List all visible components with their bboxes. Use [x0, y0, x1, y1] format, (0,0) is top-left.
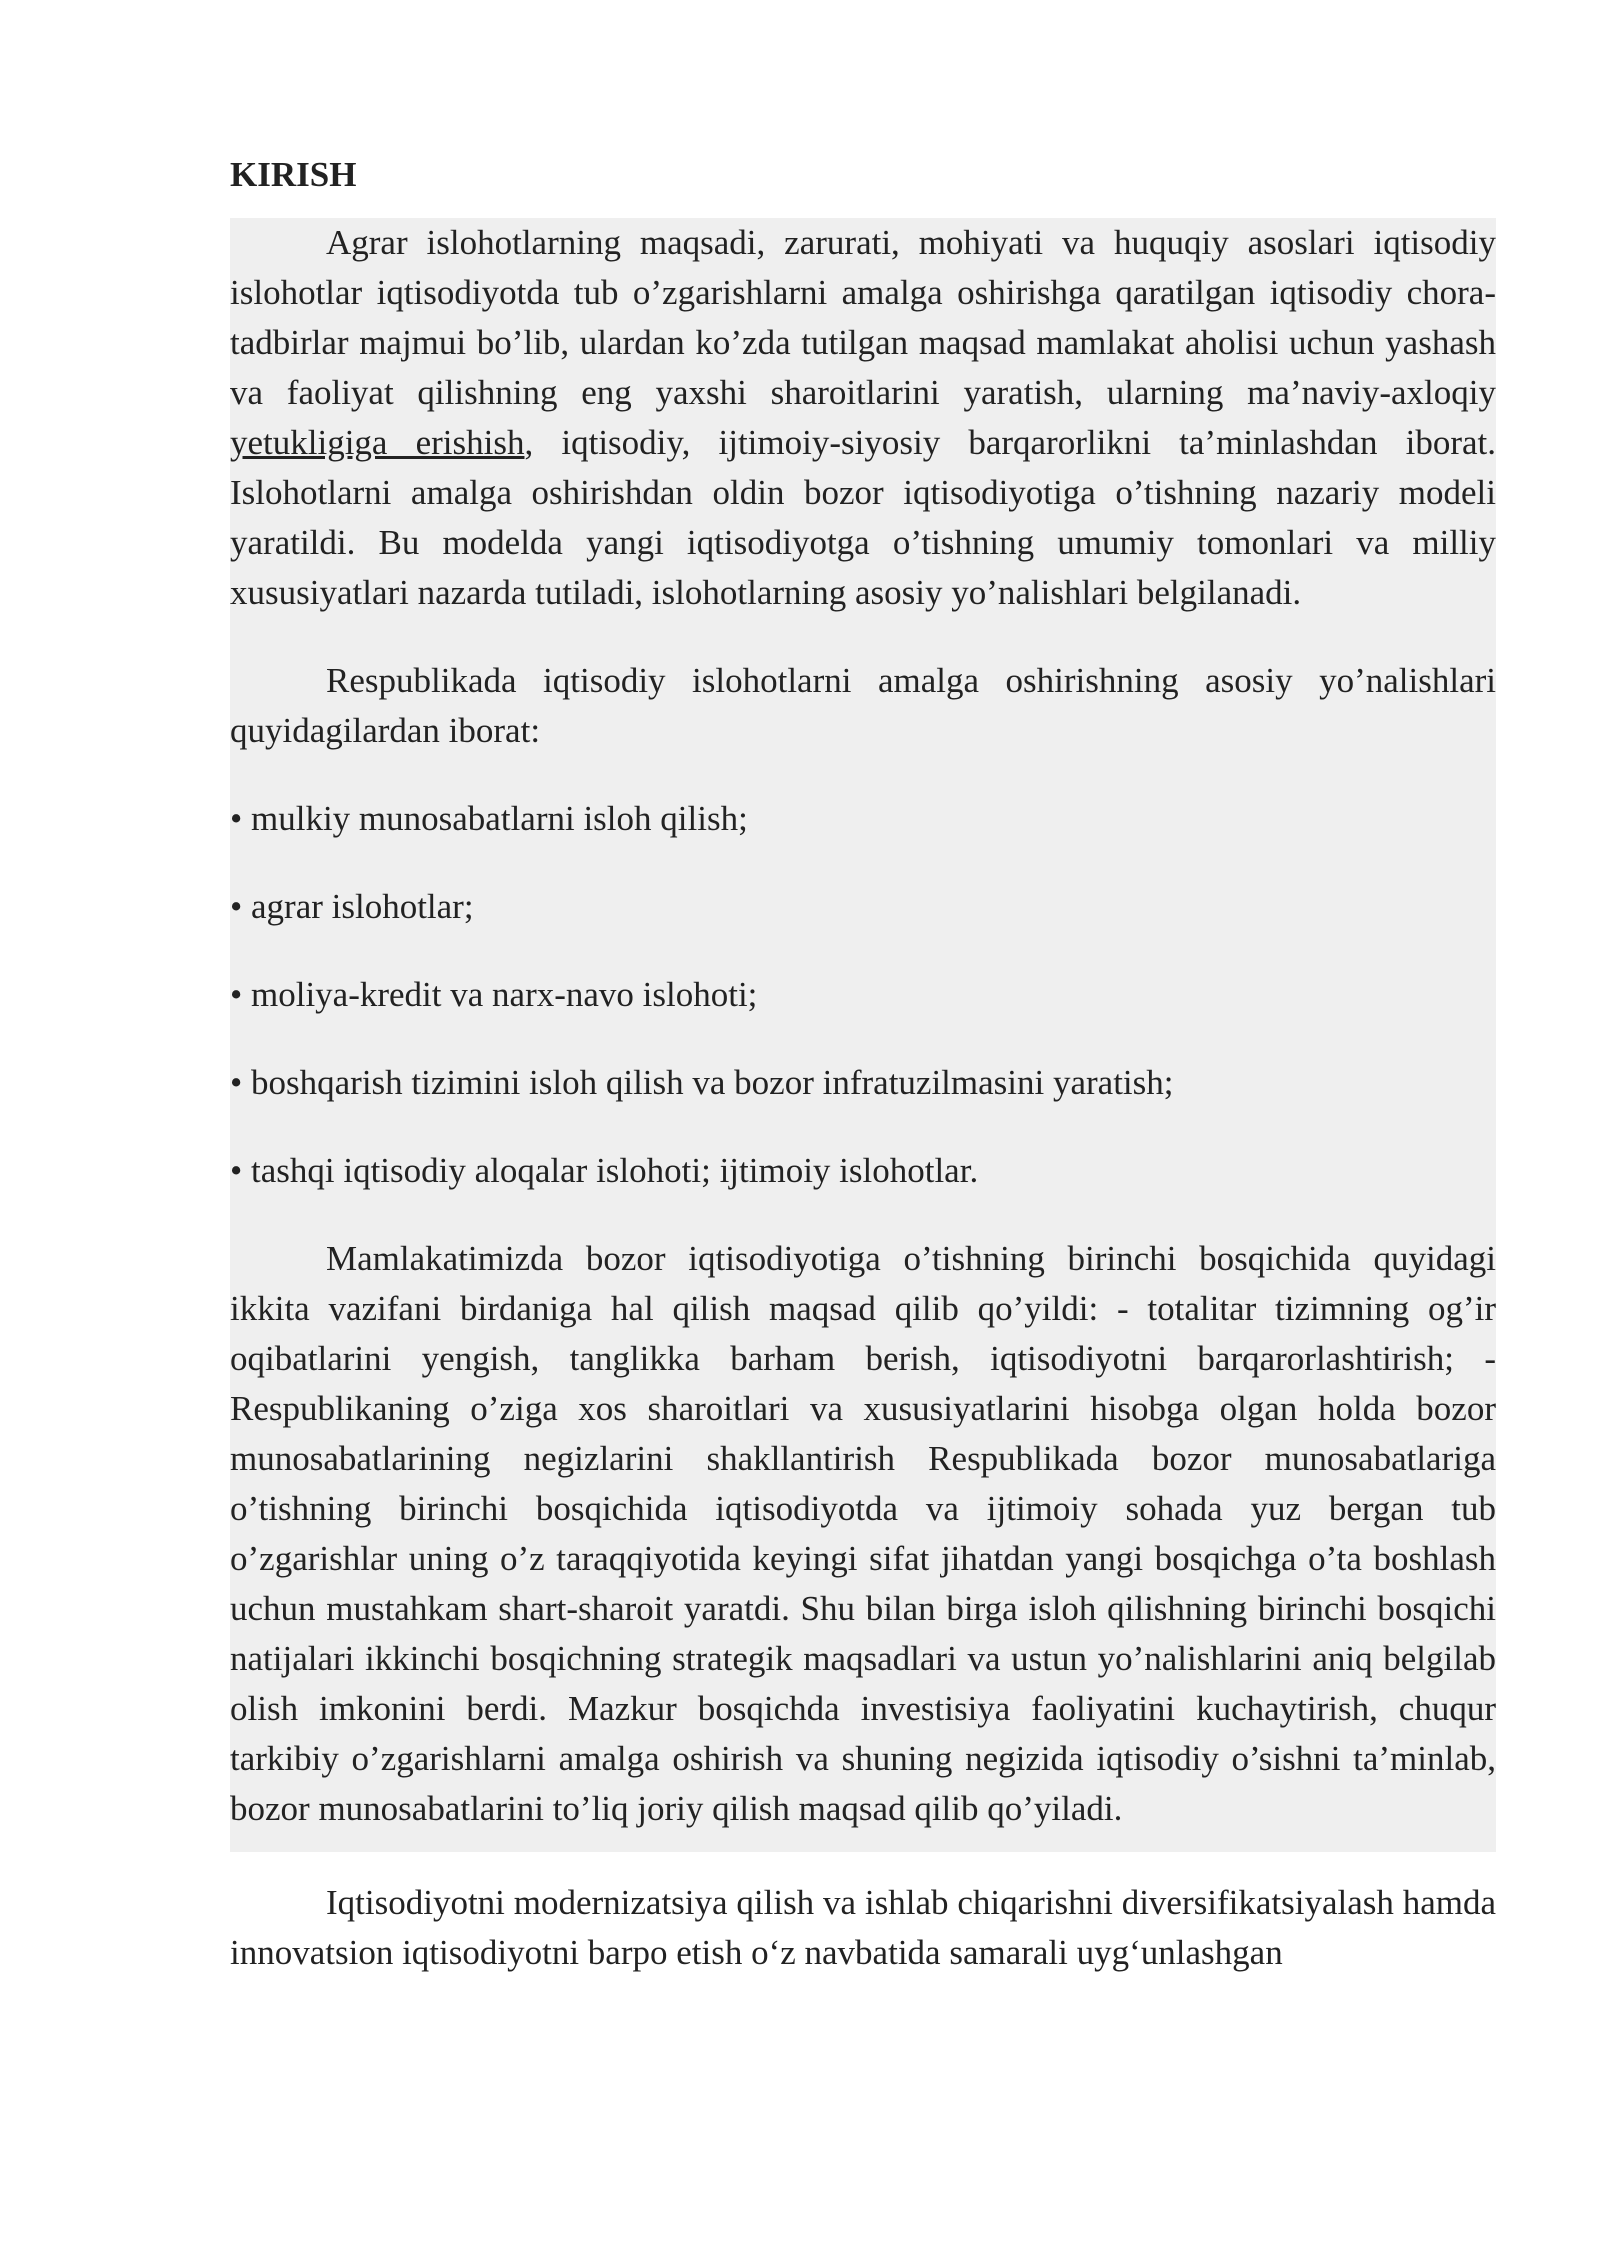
paragraph-intro-part1: Agrar islohotlarning maqsadi, zarurati, mohiyati va huquqiy asoslari iqtisodiy islohotlar iqtisodiyotda tub o’zgarishlarni amalga oshirishga qaratilgan iqtisodiy chora-tadbirlar majmui bo’lib, ulardan ko’zda tutilgan maqsad mamlakat aholisi uchun yashash va faoliyat qilishning eng yaxshi sharoitlarini yaratish, ularning ma’naviy-axloqiy	[230, 223, 1496, 412]
list-item: • agrar islohotlar;	[230, 887, 474, 926]
list-item: • boshqarish tizimini isloh qilish va bozor infratuzilmasini yaratish;	[230, 1063, 1174, 1102]
document-page	[230, 150, 1496, 1978]
paragraph-directions	[230, 656, 1496, 794]
section-heading: KIRISH	[230, 155, 357, 194]
paragraph-directions-text: Respublikada iqtisodiy islohotlarni amalga oshirishning asosiy yo’nalishlari quyidagilardan iborat:	[230, 661, 1496, 750]
list-item: • tashqi iqtisodiy aloqalar islohoti; ijtimoiy islohotlar.	[230, 1151, 979, 1190]
paragraph-modernization	[230, 1878, 1496, 1978]
list-item: • moliya-kredit va narx-navo islohoti;	[230, 975, 758, 1014]
paragraph-first-stage	[230, 1234, 1496, 1852]
paragraph-first-stage-text: Mamlakatimizda bozor iqtisodiyotiga o’tishning birinchi bosqichida quyidagi ikkita vazifani birdaniga hal qilish maqsad qilib qo’yildi: - totalitar tizimning og’ir oqibatlarini yengish, tanglikka barham berish, iqtisodiyotni barqarorlashtirish; - Respublikaning o’ziga xos sharoitlari va xususiyatlarini hisobga olgan holda bozor munosabatlarining negizlarini shakllantirish Respublikada bozor munosabatlariga o’tishning birinchi bosqichida iqtisodiyotda va ijtimoiy sohada yuz bergan tub o’zgarishlar uning o’z taraqqiyotida keyingi sifat jihatdan yangi bosqichga o’ta boshlash uchun mustahkam shart-sharoit yaratdi. Shu bilan birga isloh qilishning birinchi bosqichi natijalari ikkinchi bosqichning strategik maqsadlari va ustun yo’nalishlarini aniq belgilab olish imkonini berdi. Mazkur bosqichda investisiya faoliyatini kuchaytirish, chuqur tarkibiy o’zgarishlarni amalga oshirish va shuning negizida iqtisodiy o’sishni ta’minlab, bozor munosabatlarini to’liq joriy qilish maqsad qilib qo’yiladi.	[230, 1239, 1496, 1828]
paragraph-intro-text	[230, 218, 1496, 618]
underlined-phrase: yetukligiga erishish	[230, 423, 525, 462]
paragraph-intro-part2: , iqtisodiy, ijtimoiy-siyosiy barqarorlikni ta’minlashdan iborat. Islohotlarni amalga oshirishdan oldin bozor iqtisodiyotiga o’tishning nazariy modeli yaratildi. Bu modelda yangi iqtisodiyotga o’tishning umumiy tomonlari va milliy xususiyatlari nazarda tutiladi, islohotlarning asosiy yo’nalishlari belgilanadi.	[230, 423, 1496, 612]
paragraph-intro	[230, 218, 1496, 656]
shaded-region	[230, 218, 1496, 1852]
paragraph-gap	[230, 1852, 1496, 1878]
list-item: • mulkiy munosabatlarni isloh qilish;	[230, 799, 748, 838]
paragraph-modernization-text: Iqtisodiyotni modernizatsiya qilish va ishlab chiqarishni diversifikatsiyalash hamda innovatsion iqtisodiyotni barpo etish o‘z navbatida samarali uyg‘unlashgan	[230, 1883, 1496, 1972]
